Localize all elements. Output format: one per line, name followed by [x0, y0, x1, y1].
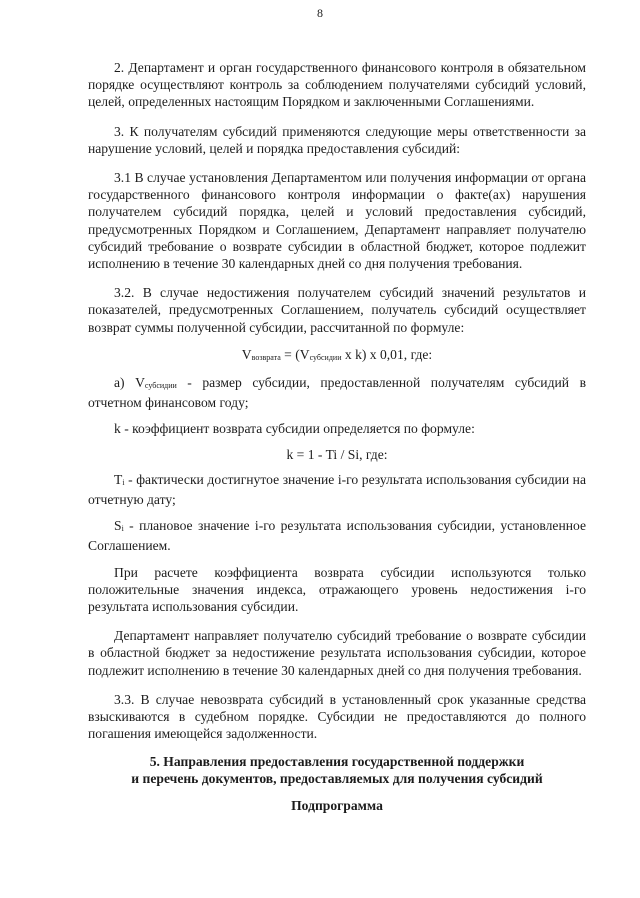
section-5-heading-line-1: 5. Направления предоставления государственной поддержки: [149, 753, 525, 769]
subprogram-heading: Подпрограмма: [291, 797, 383, 813]
paragraph-3-3: 3.3. В случае невозврата субсидий в установленный срок указанные средства взыскиваются в судебном порядке. Субсидии не предоставляются до полного погашения имеющейся задолженности.: [88, 691, 586, 742]
paragraph-2: 2. Департамент и орган государственного финансового контроля в обязательном порядке осуществляют контроль за соблюдением получателями субсидий условий, целей, определенных настоящим Порядком и заключенными Соглашениями.: [88, 60, 586, 110]
paragraph-3-1: 3.1 В случае установления Департаментом или получения информации от органа государственного финансового контроля информации о факте(ах) нарушения получателем субсидий порядка, целей и условий предоставления субсидий, предусмотренных Порядком и Соглашением, Департамент направляет получателю субсидий требование о возврате субсидии в областной бюджет, которое подлежит исполнению в течение 30 календарных дней со дня получения требования.: [88, 170, 586, 272]
paragraph-3: 3. К получателям субсидий применяются следующие меры ответственности за нарушение условий, целей и порядка предоставления субсидий:: [88, 123, 586, 156]
paragraph-department-demand: Департамент направляет получателю субсидий требование о возврате субсидии в областной бюджет за недостижение результата использования субсидии, которое подлежит исполнению в течение 30 календарных дней со дня получения требования.: [88, 628, 586, 678]
document-body: [88, 59, 586, 814]
definition-si: $S_i$ - плановое значение i-го результата использования субсидии, установленное Соглашением.: [88, 518, 586, 554]
paragraph-index-note: При расчете коэффициента возврата субсидии используются только положительные значения индекса, отражающего уровень недостижения i-го результата использования субсидии.: [88, 564, 586, 615]
section-5-heading-line-2: и перечень документов, предоставляемых для получения субсидий: [131, 770, 543, 786]
formula-return: $V_{возврата} = (V_{субсидии}$ x k) x 0,01, где:: [241, 346, 433, 362]
formula-k: k = 1 - Ti / Si, где:: [286, 446, 388, 462]
definition-ti: $T_i$ - фактически достигнутое значение i-го результата использования субсидии на отчетную дату;: [88, 471, 586, 508]
paragraph-3-2: 3.2. В случае недостижения получателем субсидий значений результатов и показателей, предусмотренных Соглашением, получатель субсидий осуществляет возврат суммы полученной субсидии, рассчитанной по формуле:: [88, 285, 586, 335]
page-number: 8: [317, 6, 323, 20]
definition-v-subsidy: а) $V_{субсидии}$ - размер субсидии, предоставленной получателям субсидий в отчетном финансовом году;: [88, 375, 586, 411]
definition-k: k - коэффициент возврата субсидии определяется по формуле:: [114, 421, 475, 437]
